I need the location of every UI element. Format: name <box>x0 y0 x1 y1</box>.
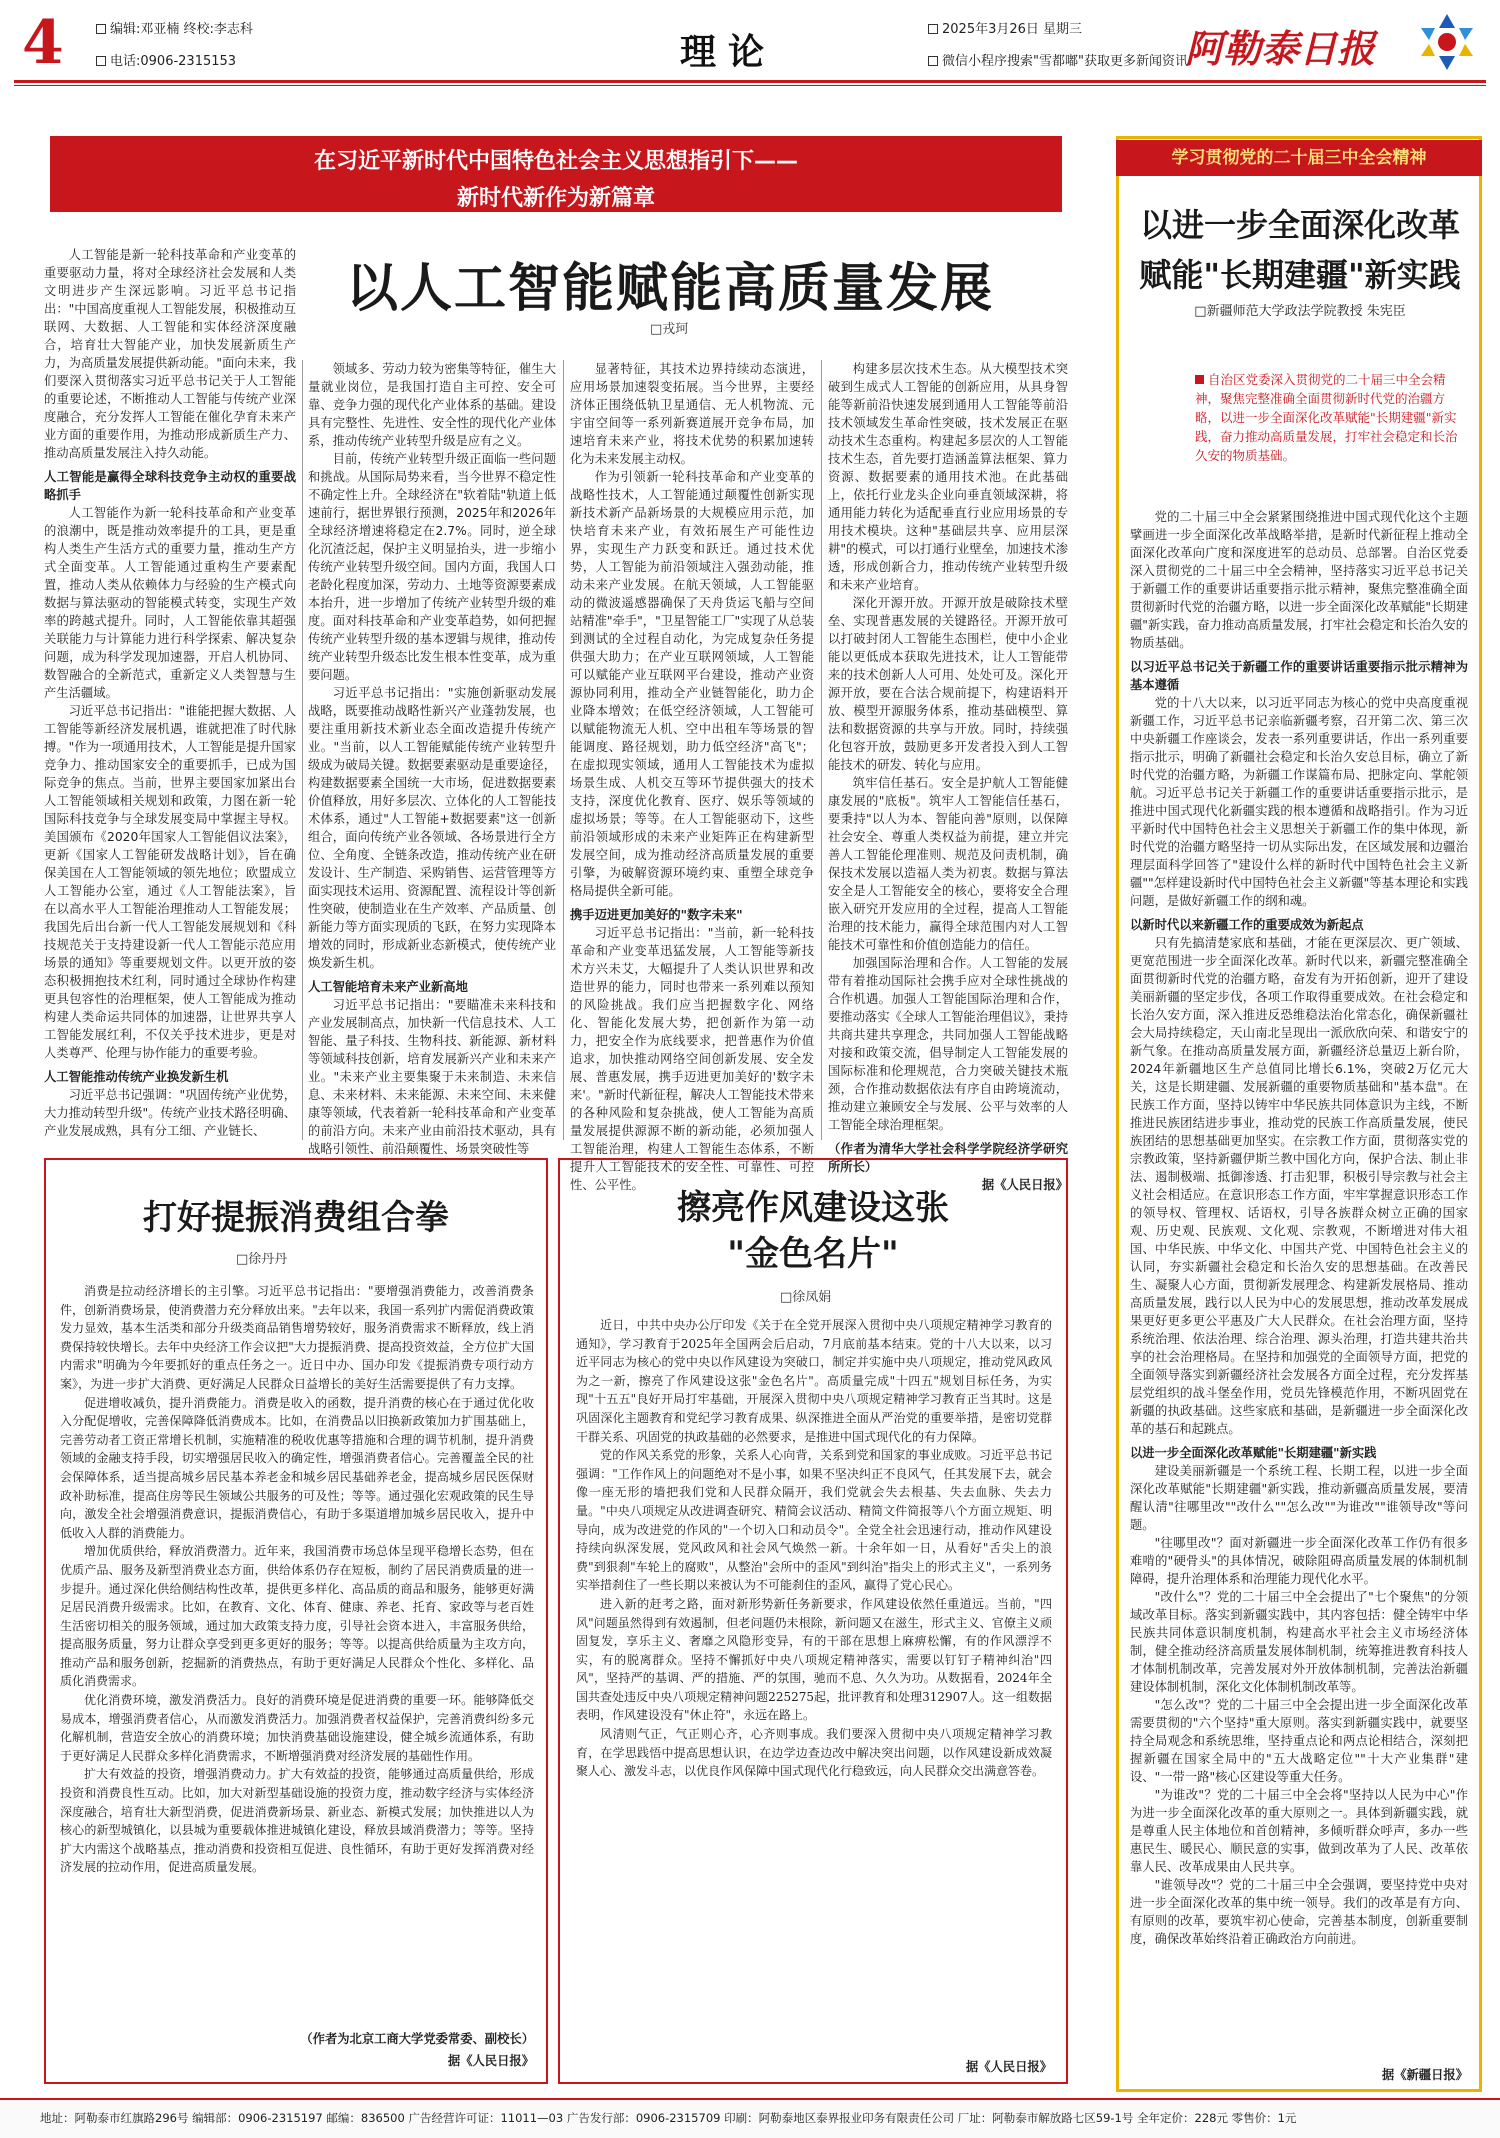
paragraph: 增加优质供给，释放消费潜力。近年来，我国消费市场总体呈现平稳增长态势，但在优质产品、服务及新型消费业态方面，供给体系仍存在短板，制约了居民消费质量的进一步提升。通过深化供给侧结构性改革，提供更多样化、高品质的商品和服务，能够更好满足居民消费升级需求。比如，在教育、文化、体育、健康、养老、托育、家政等与老百姓生活密切相关的服务领域，通过加大政策支持力度，引导社会资本进入，丰富服务供给，提高服务质量，努力让群众享受到更多更好的服务；等等。以提高供给质量为主攻方向，推动产品和服务创新，挖掘新的消费热点，有助于更好满足人民群众个性化、多样化、品质化消费需求。 <box>60 1544 534 1689</box>
article1-col2 <box>308 360 556 1156</box>
paragraph: 促进增收减负，提升消费能力。消费是收入的函数，提升消费的核心在于通过优化收入分配促增收，完善保障降低消费成本。比如，在消费品以旧换新政策加力扩围基础上，完善劳动者工资正常增长机制，实施精准的税收优惠等措施和合理的调节机制，提升消费领域的金融支持手段，切实增强居民收入的确定性，增强消费者信心。完善覆盖全民的社会保障体系，适当提高城乡居民基本养老金和城乡居民基础养老金，提高城乡居民医保财政补助标准，提高住房等民生领域公共服务的可及性；等等。通过强化宏观政策的民生导向，激发全社会增强消费意识，提振消费信心，有助于多渠道增加城乡居民收入，提升中低收入人群的消费能力。 <box>60 1395 534 1540</box>
article2-body <box>60 1282 534 2052</box>
theme-banner <box>50 136 1062 212</box>
paragraph: 人工智能是新一轮科技革命和产业变革的重要驱动力量，将对全球经济社会发展和人类文明进步产生深远影响。习近平总书记指出："中国高度重视人工智能发展，积极推动互联网、大数据、人工智能和实体经济深度融合，培育壮大智能产业，加快发展新质生产力，为高质量发展提供新动能。"面向未来，我们要深入贯彻落实习近平总书记关于人工智能的重要论述，不断推动人工智能与传统产业深度融合，充分发挥人工智能在催化孕育未来产业方面的重要作用，为推动形成新质生产力、推动高质量发展注入持久动能。 <box>44 248 296 460</box>
paragraph: 只有先搞清楚家底和基础，才能在更深层次、更广领域、更宽范围进一步全面深化改革。新时代以来，新疆完整准确全面贯彻新时代党的治疆方略，奋发有为开拓创新，迎开了建设美丽新疆的坚定步伐，各项工作取得重要成效。在社会稳定和长治久安方面，深入推进反恐维稳法治化常态化，确保新疆社会大局持续稳定，天山南北呈现出一派欣欣向荣、和谐安宁的新气象。在推动高质量发展方面，新疆经济总量迈上新台阶，2024年新疆地区生产总值同比增长6.1%，突破2万亿元大关，这是长期建疆、发展新疆的重要物质基础和"基本盘"。在民族工作方面，坚持以铸牢中华民族共同体意识为主线，不断推进民族团结进步事业，推动党的民族工作高质量发展，使民族团结的思想基础更加坚实。在宗教工作方面，贯彻落实党的宗教政策，坚持新疆伊斯兰教中国化方向，保护合法、制止非法、遏制极端、抵御渗透、打击犯罪，积极引导宗教与社会主义社会相适应。在意识形态工作方面，牢牢掌握意识形态工作的领导权、管理权、话语权，引导各族群众树立正确的国家观、历史观、民族观、文化观、宗教观，不断增进对伟大祖国、中华民族、中华文化、中国共产党、中国特色社会主义的认同，夯实新疆社会稳定和长治久安的思想基础。在改善民生、凝聚人心方面，贯彻新发展理念、构建新发展格局、推动高质量发展，践行以人民为中心的发展思想，推动改革发展成果更好更多更公平惠及广大人民群众。在社会治理方面，坚持系统治理、依法治理、综合治理、源头治理，打造共建共治共享的社会治理格局。在坚持和加强党的全面领导方面，把党的全面领导落实到新疆经济社会发展各方面全过程，充分发挥基层党组织的战斗堡垒作用，党员先锋模范作用，不断巩固党在新疆的执政基础。这些家底和基础，是新疆进一步全面深化改革的基石和起跳点。 <box>1130 936 1468 1436</box>
banner-line2: 新时代新作为新篇章 <box>456 186 655 211</box>
wechat-text: 微信小程序搜索"雪都嘟"获取更多新闻资讯 <box>942 54 1188 69</box>
paragraph: 习近平总书记指出："实施创新驱动发展战略，既要推动战略性新兴产业蓬勃发展，也要注重用新技术新业态全面改造提升传统产业。"当前，以人工智能赋能传统产业转型升级成为破局关键。数据要素驱动是重要途径，构建数据要素全国统一大市场，促进数据要素价值释放，用好多层次、立体化的人工智能技术体系，通过"人工智能+数据要素"这一创新组合，面向传统产业各领域、各场景进行全方位、全角度、全链条改造，推动传统产业在研发设计、生产制造、采购销售、运营管理等方面实现技术运用、资源配置、流程设计等创新性突破，使制造业在生产效率、产品质量、创新能力等方面实现质的飞跃，在努力实现降本增效的同时，形成新业态新模式，使传统产业焕发新生机。 <box>308 686 556 970</box>
editor-text: 编辑:邓亚楠 终校:李志科 <box>110 22 253 37</box>
subheading: 以习近平总书记关于新疆工作的重要讲话重要指示批示精神为基本遵循 <box>1130 660 1468 692</box>
article1-author: □戎珂 <box>650 322 689 337</box>
paragraph: "谁领导改"？党的二十届三中全会强调，要坚持党中央对进一步全面深化改革的集中统一领导。我们的改革是有方向、有原则的改革，要筑牢初心使命，完善基本制度，创新重要制度，确保改革始终沿着正确政治方向前进。 <box>1130 1878 1468 1946</box>
section-title: 理论 <box>680 31 777 73</box>
paragraph: 建设美丽新疆是一个系统工程、长期工程，以进一步全面深化改革赋能"长期建疆"新实践，推动新疆高质量发展，要清醒认清"往哪里改""改什么""怎么改""为谁改""谁领导改"等问题。 <box>1130 1464 1468 1532</box>
paragraph: "往哪里改"？面对新疆进一步全面深化改革工作仍有很多难啃的"硬骨头"的具体情况，破除阻碍高质量发展的体制机制障碍，提升治理体系和治理能力现代化水平。 <box>1130 1536 1468 1586</box>
sidebar-heading: 学习贯彻党的二十届三中全会精神 <box>1116 140 1482 176</box>
paragraph: 显著特征，其技术边界持续动态演进，应用场景加速裂变拓展。当今世界，主要经济体正围绕低轨卫星通信、无人机物流、元宇宙空间等一系列新赛道展开竞争布局，加速培育未来产业，将技术优势的积累加速转化为未来发展主动权。 <box>570 362 814 466</box>
paragraph: 人工智能作为新一轮科技革命和产业变革的浪潮中，既是推动效率提升的工具，更是重构人类生产生活方式的重要力量，推动生产方式全面变革。人工智能通过重构生产要素配置，推动人类从依赖体力与经验的生产模式向数据与算法驱动的智能模式转变，实现生产效率的跨越式提升。同时，人工智能依靠其超强关联能力与计算能力进行科学探索、解决复杂问题，成为科学发现加速器，开启人机协同、数智融合的全新范式，重新定义人类智慧与生产生活疆域。 <box>44 506 296 700</box>
paragraph: "改什么"？党的二十届三中全会提出了"七个聚焦"的分领域改革目标。落实到新疆实践中，其内容包括：健全铸牢中华民族共同体意识制度机制，构建高水平社会主义市场经济体制，健全推动经济高质量发展体制机制，统筹推进教育科技人才体制机制改革，完善发展对外开放体制机制，完善法治新疆建设体制机制，深化文化体制机制改革等。 <box>1130 1590 1468 1694</box>
paragraph: 扩大有效益的投资，增强消费动力。扩大有效益的投资，能够通过高质量供给，形成投资和消费良性互动。比如，加大对新型基础设施的投资力度，推动数字经济与实体经济深度融合，培育壮大新型消费，促进消费新场景、新业态、新模式发展；加快推进以人为核心的新型城镇化，以县城为重要载体推进城镇化建设，释放县域消费潜力；等等。坚持扩大内需这个战略基点，推动消费和投资相互促进、良性循环，有助于更好发挥消费对经济发展的拉动作用，促进高质量发展。 <box>60 1767 534 1875</box>
checkbox-square-icon <box>928 24 938 34</box>
paragraph: 作为引领新一轮科技革命和产业变革的战略性技术，人工智能通过颠覆性创新实现新技术新产品新场景的大规模应用示范，加快培育未来产业，有效拓展生产可能性边界，实现生产力跃变和跃迁。通过技术优势，人工智能为前沿领域注入强劲动能，推动未来产业发展。在航天领域，人工智能驱动的微波遥感器确保了天舟货运飞船与空间站精准"牵手"，"卫星智能工厂"实现了从总装到测试的全过程自动化，为完成复杂任务提供强大助力；在产业互联网领域，人工智能可以赋能产业互联网平台建设，推动产业资源协同利用，推动全产业链智能化，助力企业降本增效；在低空经济领域，人工智能可以赋能物流无人机、空中出租车等场景的智能调度、路径规划，助力低空经济"高飞"；在虚拟现实领域，通用人工智能技术为虚拟场景生成、人机交互等环节提供强大的技术支持，深度优化教育、医疗、娱乐等领域的虚拟场景；等等。在人工智能驱动下，这些前沿领域形成的未来产业矩阵正在构建新型发展空间，成为推动经济高质量发展的重要引擎，为破解资源环境约束、重塑全球竞争格局提供全新可能。 <box>570 470 814 898</box>
paragraph: 习近平总书记指出："当前，新一轮科技革命和产业变革迅猛发展，人工智能等新技术方兴未艾，大幅提升了人类认识世界和改造世界的能力，同时也带来一系列难以预知的风险挑战。我们应当把握数字化、网络化、智能化发展大势，把创新作为第一动力，把安全作为底线要求，把普惠作为价值追求，加快推动网络空间创新发展、安全发展、普惠发展，携手迈进更加美好的'数字未来'。"新时代新征程，解决人工智能技术带来的各种风险和复杂挑战，使人工智能为高质量发展提供源源不断的新动能，必须加强人工智能治理，构建人工智能生态体系，不断提升人工智能技术的安全性、可靠性、可控性、公平性。 <box>570 926 814 1192</box>
article3-title-line1: 擦亮作风建设这张 <box>677 1188 949 1228</box>
subheading: 人工智能推动传统产业换发新生机 <box>44 1070 229 1084</box>
paragraph: 深化开源开放。开源开放是破除技术壁垒、实现普惠发展的关键路径。开源开放可以打破封闭人工智能生态围栏，使中小企业能以更低成本获取先进技术，让人工智能带来的技术创新人人可用、处处可及。深化开源开放，要在合法合规前提下，构建语料开放、模型开源服务体系，推动基础模型、算法和数据资源的共享与开放。同时，持续强化包容开放，鼓励更多开发者投入到人工智能技术的研发、转化与应用。 <box>828 596 1068 772</box>
checkbox-square-icon <box>96 24 106 34</box>
article1-title: 以人工智能赋能高质量发展 <box>346 258 995 319</box>
subheading: 人工智能是赢得全球科技竞争主动权的重要战略抓手 <box>44 470 296 502</box>
phone-text: 电话:0906-2315153 <box>110 54 237 69</box>
paragraph: 优化消费环境，激发消费活力。良好的消费环境是促进消费的重要一环。能够降低交易成本，增强消费者信心，从而激发消费活力。加强消费者权益保护，完善消费纠纷多元化解机制，营造安全放心的消费环境；加快消费基础设施建设，健全城乡流通体系，有助于更好满足人民群众多样化消费需求，不断增强消费对经济发展的基础性作用。 <box>60 1693 534 1763</box>
article2-author-note: （作者为北京工商大学党委常委、副校长） <box>300 2032 534 2046</box>
column-divider <box>302 360 303 1140</box>
header-rule <box>14 80 1486 83</box>
sidebar-summary <box>1195 370 1465 465</box>
sidebar-author: □新疆师范大学政法学院教授 朱宪臣 <box>1194 304 1406 319</box>
paragraph: 领域多、劳动力较为密集等特征，催生大量就业岗位，是我国打造自主可控、安全可靠、竞争力强的现代化产业体系的基础。建设具有完整性、先进性、安全性的现代化产业体系，推动传统产业转型升级是应有之义。 <box>308 362 556 448</box>
column-divider <box>821 360 822 1140</box>
paragraph: 筑牢信任基石。安全是护航人工智能健康发展的"底板"。筑牢人工智能信任基石，要秉持"以人为本、智能向善"原则，以保障社会安全、尊重人类权益为前提，建立并完善人工智能伦理准则、规范及问责机制，确保技术发展以造福人类为初衷。数据与算法安全是人工智能安全的核心，要将安全合理嵌入研究开发应用的全过程，提高人工智能治理的技术能力，赢得全球范围内对人工智能技术可靠性和价值创造能力的信任。 <box>828 776 1068 952</box>
article2-source: 据《人民日报》 <box>447 2054 534 2068</box>
checkbox-square-icon <box>928 56 938 66</box>
masthead: 阿勒泰日报 <box>1185 26 1376 71</box>
header-rule-thin <box>14 85 1486 86</box>
footer-text: 地址：阿勒泰市红旗路296号 编辑部：0906-2315197 邮编：836500 广告经营许可证：11011—03 广告发行部：0906-2315709 印刷：阿勒泰地区泰界报业印务有限责任公司 厂址：阿勒泰市解放路七区59-1号 全年定价：228元 零售价：1元 <box>40 2111 1297 2125</box>
banner-line1: 在习近平新时代中国特色社会主义思想指引下—— <box>313 149 798 174</box>
sidebar-title-line1: 以进一步全面深化改革 <box>1139 206 1460 244</box>
paragraph: 党的二十届三中全会紧紧围绕推进中国式现代化这个主题擘画进一步全面深化改革战略举措，是新时代新征程上推动全面深化改革向广度和深度进军的总动员、总部署。自治区党委深入贯彻党的二十届三中全会精神，坚持落实习近平总书记关于新疆工作的重要讲话重要指示批示精神，聚焦完整准确全面贯彻新时代党的治疆方略，以进一步全面深化改革赋能"长期建疆"新实践，奋力推动高质量发展，打牢社会稳定和长治久安的物质基础。 <box>1130 510 1468 650</box>
date-text: 2025年3月26日 星期三 <box>942 22 1083 37</box>
square-bullet-icon <box>1195 375 1204 384</box>
paragraph: 进入新的赶考之路，面对新形势新任务新要求，作风建设依然任重道远。当前，"四风"问题虽然得到有效遏制，但老问题仍未根除，新问题又在滋生，形式主义、官僚主义顽固复发，享乐主义、奢靡之风隐形变异，有的干部在思想上麻痹松懈，有的作风漂浮不实，有的脱离群众。坚持不懈抓好中央八项规定精神落实，需要以钉钉子精神纠治"四风"，坚持严的基调、严的措施、严的氛围，驰而不息、久久为功。从数据看，2024年全国共查处违反中央八项规定精神问题225275起，批评教育和处理312907人。这一组数据表明，作风建设没有"休止符"，永远在路上。 <box>576 1596 1052 1723</box>
paragraph: "怎么改"？党的二十届三中全会提出进一步全面深化改革需要贯彻的"六个坚持"重大原则。落实到新疆实践中，就要坚持全局观念和系统思维，坚持重点论和两点论相结合，深刻把握新疆在国家全局中的"五大战略定位""十大产业集群"建设、"一带一路"核心区建设等重大任务。 <box>1130 1698 1468 1784</box>
paragraph: "为谁改"？党的二十届三中全会将"坚持以人民为中心"作为进一步全面深化改革的重大原则之一。具体到新疆实践，就是尊重人民主体地位和首创精神，多倾听群众呼声，多办一些惠民生、暖民心、顺民意的实事，做到改革为了人民、改革依靠人民、改革成果由人民共享。 <box>1130 1788 1468 1874</box>
subheading: 以进一步全面深化改革赋能"长期建疆"新实践 <box>1130 1446 1377 1460</box>
snowflake-logo-icon <box>1415 10 1479 74</box>
paragraph: 党的十八大以来，以习近平同志为核心的党中央高度重视新疆工作，习近平总书记亲临新疆考察，召开第二次、第三次中央新疆工作座谈会，发表一系列重要讲话，作出一系列重要指示批示，明确了新疆社会稳定和长治久安总目标，确立了新时代党的治疆方略，为新疆工作谋篇布局、把脉定向、掌舵领航。习近平总书记关于新疆工作的重要讲话重要指示批示，是推进中国式现代化新疆实践的根本遵循和战略指引。作为习近平新时代中国特色社会主义思想关于新疆工作的集中体现，新时代党的治疆方略坚持一切从实际出发，在区域发展和边疆治理层面科学回答了"建设什么样的新时代中国特色社会主义新疆""怎样建设新时代中国特色社会主义新疆"等基本理论和实践问题，是做好新疆工作的纲和魂。 <box>1130 696 1468 908</box>
phone-info <box>96 50 236 69</box>
article3-author: □徐凤娟 <box>780 1290 832 1305</box>
page-number: 4 <box>22 8 64 78</box>
paragraph: 加强国际治理和合作。人工智能的发展带有着推动国际社会携手应对全球性挑战的合作机遇。加强人工智能国际治理和合作，要推动落实《全球人工智能治理倡议》，秉持共商共建共享理念，共同加强人工智能战略对接和政策交流，倡导制定人工智能发展的国际标准和伦理规范，合力突破关键技术瓶颈，合作推动数据依法有序自由跨境流动，推动建立兼顾安全与发展、公平与效率的人工智能全球治理框架。 <box>828 956 1068 1132</box>
paragraph: 消费是拉动经济增长的主引擎。习近平总书记指出："要增强消费能力，改善消费条件，创新消费场景，使消费潜力充分释放出来。"去年以来，我国一系列扩内需促消费政策发力显效，基本生活类和部分升级类商品销售增势较好，服务消费需求不断释放，线上消费保持较快增长。去年中央经济工作会议把"大力提振消费、提高投资效益，全方位扩大国内需求"明确为今年要抓好的重点任务之一。近日中办、国办印发《提振消费专项行动方案》，为进一步扩大消费、更好满足人民群众日益增长的美好生活需要提供了有力支撑。 <box>60 1284 534 1391</box>
subheading: 以新时代以来新疆工作的重要成效为新起点 <box>1130 918 1364 932</box>
sidebar-body <box>1130 508 1468 2068</box>
author-note: （作者为清华大学社会科学学院经济学研究所所长） <box>828 1142 1068 1174</box>
column-divider <box>563 360 564 1140</box>
article3-title-line2: "金色名片" <box>727 1234 899 1274</box>
sidebar-summary-text: 自治区党委深入贯彻党的二十届三中全会精神，聚焦完整准确全面贯彻新时代党的治疆方略，以进一步全面深化改革赋能"长期建疆"新实践，奋力推动高质量发展，打牢社会稳定和长治久安的物质基础。 <box>1195 372 1458 463</box>
article3-body <box>576 1316 1052 2056</box>
subheading: 人工智能培育未来产业新高地 <box>308 980 468 994</box>
sidebar-source: 据《新疆日报》 <box>1381 2068 1468 2082</box>
article1-col3 <box>570 360 814 1192</box>
date-info <box>928 18 1082 37</box>
paragraph: 近日，中共中央办公厅印发《关于在全党开展深入贯彻中央八项规定精神学习教育的通知》，学习教育于2025年全国两会后启动，7月底前基本结束。党的十八大以来，以习近平同志为核心的党中央以作风建设为突破口，制定并实施中央八项规定，推动党风政风为之一新，擦亮了作风建设这张"金色名片"。高质量完成"十四五"规划目标任务，为实现"十五五"良好开局打牢基础，开展深入贯彻中央八项规定精神学习教育正当其时。这是巩固深化主题教育和党纪学习教育成果、纵深推进全面从严治党的重要举措，是密切党群干群关系、巩固党的执政基础的必然要求，是推进中国式现代化的有力保障。 <box>576 1318 1052 1444</box>
source-credit: 据《人民日报》 <box>981 1178 1068 1192</box>
paragraph: 习近平总书记强调："巩固传统产业优势，大力推动转型升级"。传统产业技术路径明确、产业发展成熟，具有分工细、产业链长、 <box>44 1088 296 1138</box>
editor-info <box>96 18 253 37</box>
wechat-info <box>928 50 1188 69</box>
article1-col4 <box>828 360 1068 1192</box>
article2-author: □徐丹丹 <box>236 1252 288 1267</box>
paragraph: 习近平总书记指出："谁能把握大数据、人工智能等新经济发展机遇，谁就把准了时代脉搏。"作为一项通用技术，人工智能是提升国家竞争力、推动国家安全的重要抓手，已成为国际竞争的焦点。当前，世界主要国家加紧出台人工智能领域相关规划和政策，力图在新一轮国际科技竞争与全球发展变局中掌握主导权。美国颁布《2020年国家人工智能倡议法案》，更新《国家人工智能研发战略计划》，旨在确保美国在人工智能领域的领先地位；欧盟成立人工智能办公室，通过《人工智能法案》，旨在以高水平人工智能治理推动人工智能发展；我国先后出台新一代人工智能发展规划和《科技规范关于支持建设新一代人工智能示范应用场景的通知》等重要规划文件。以更开放的姿态积极拥抱技术红利，同时通过全球协作构建更具包容性的治理框架，使人工智能成为推动构建人类命运共同体的加速器，让世界共享人工智能发展红利，不仅关乎技术进步，更是对人类尊严、伦理与协作能力的重要考验。 <box>44 704 296 1060</box>
paragraph: 风清则气正，气正则心齐，心齐则事成。我们要深入贯彻中央八项规定精神学习教育，在学思践悟中提高思想认识，在边学边查边改中解决突出问题，以作风建设新成效凝聚人心、激发斗志，以优良作风保障中国式现代化行稳致远，向人民群众交出满意答卷。 <box>576 1727 1052 1779</box>
subheading: 携手迈进更加美好的"数字未来" <box>570 908 743 922</box>
paragraph: 党的作风关系党的形象，关系人心向背，关系到党和国家的事业成败。习近平总书记强调："工作作风上的问题绝对不是小事，如果不坚决纠正不良风气，任其发展下去，就会像一座无形的墙把我们党和人民群众隔开，我们党就会失去根基、失去血脉、失去力量。"中央八项规定从改进调查研究、精简会议活动、精简文件简报等八个方面立规矩、明导向，成为改进党的作风的"一个切入口和动员令"。全党全社会迅速行动，推动作风建设持续向纵深发展，党风政风和社会风气焕然一新。十余年如一日，从看好"舌尖上的浪费"到狠刹"车轮上的腐败"，从整治"会所中的歪风"到纠治"指尖上的形式主义"，一系列务实举措刹住了一些长期以来被认为不可能刹住的歪风，赢得了党心民心。 <box>576 1448 1052 1593</box>
paragraph: 目前，传统产业转型升级正面临一些问题和挑战。从国际局势来看，当今世界不稳定性不确定性上升。全球经济在"软着陆"轨道上低速前行，据世界银行预测，2025年和2026年全球经济增速将稳定在2.7%。同时，逆全球化沉渣泛起，保护主义明显抬头，进一步缩小传统产业转型升级空间。国内方面，我国人口老龄化程度加深，劳动力、土地等资源要素成本抬升，进一步增加了传统产业转型升级的难度。面对科技革命和产业变革趋势，如何把握传统产业转型升级的基本逻辑与规律，推动传统产业转型升级态比发生根本性变革，成为重要问题。 <box>308 452 556 682</box>
article3-source: 据《人民日报》 <box>965 2060 1052 2074</box>
checkbox-square-icon <box>96 56 106 66</box>
article1-col1 <box>44 246 296 1146</box>
paragraph: 构建多层次技术生态。从大模型技术突破到生成式人工智能的创新应用，从具身智能等新前沿快速发展到通用人工智能等前沿技术领域发生革命性突破，技术发展正在驱动技术生态重构。构建起多层次的人工智能技术生态，首先要打造涵盖算法框架、算力资源、数据要素的通用技术池。在此基础上，依托行业龙头企业向垂直领域深耕，将通用能力转化为适配垂直行业应用场景的专用技术模块。这种"基础层共享、应用层深耕"的模式，可以打通行业壁垒，加速技术渗透，形成创新合力，推动传统产业转型升级和未来产业培育。 <box>828 362 1068 592</box>
article2-title: 打好提振消费组合拳 <box>143 1198 449 1238</box>
sidebar-title <box>1135 200 1465 300</box>
paragraph: 习近平总书记指出："要瞄准未来科技和产业发展制高点，加快新一代信息技术、人工智能、量子科技、生物科技、新能源、新材料等领域科技创新，培育发展新兴产业和未来产业。"未来产业主要集聚于未来制造、未来信息、未来材料、未来能源、未来空间、未来健康等领域，代表着新一轮科技革命和产业变革的前沿方向。未来产业由前沿技术驱动，具有战略引领性、前沿颠覆性、场景突破性等 <box>308 998 556 1156</box>
sidebar-title-line2: 赋能"长期建疆"新实践 <box>1139 256 1461 294</box>
